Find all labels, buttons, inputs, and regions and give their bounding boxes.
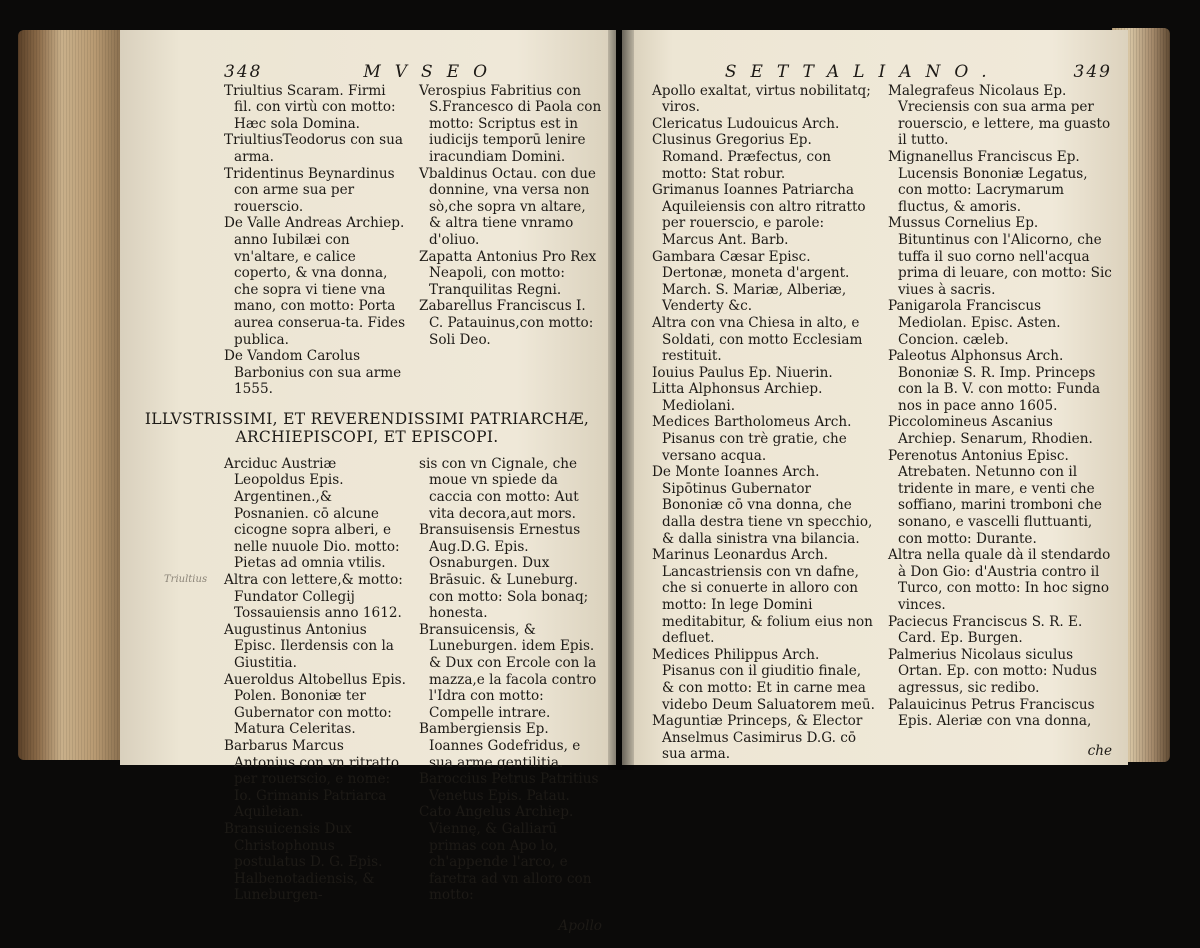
entry: Altra con lettere,& motto: Fundator Collegij Tossauiensis anno 1612. [224,572,403,622]
entry: Bransuicensis Dux Christophonus postulatus D. G. Epis. Halbenotadiensis, & Luneburgen- [224,820,383,904]
entry: Cato Angelus Archiep. Viennę, & Galliarū primas con Apo lo, ch'appende l'arco, e faretra ad vn alloro con motto: [419,804,592,904]
entry: Bambergiensis Ep. Ioannes Godefridus, e sua arme gentilitia. [419,721,581,771]
entry: Iouius Paulus Ep. Niuerin. [652,364,833,381]
right-col1 [652,83,876,774]
right-running-title: SETTALIANO. [724,62,1001,82]
left-page [120,30,616,934]
book-gutter [608,30,634,770]
left-running-title: MVSEO [363,62,502,82]
entry: Verospius Fabritius con S.Francesco di Paola con motto: Scriptus est in iudicijs temporū lenire iracundiam Domini. [419,82,602,165]
left-bottom-col2 [419,456,602,948]
entry: Apollo exaltat, virtus nobilitatq; viros. [652,82,871,116]
entry: Marinus Leonardus Arch. Lancastriensis con vn dafne, che si conuerte in alloro con motto: In lege Domini meditabitur, & folium eius non defluet. [652,547,873,647]
entry: Grimanus Ioannes Patriarcha Aquileiensis con altro ritratto per rouerscio, e parole: Marcus Ant. Barb. [652,182,866,248]
entry: Mignanellus Franciscus Ep. Lucensis Bononiæ Legatus, con motto: Lacrymarum fluctus, & amoris. [888,148,1088,215]
faint-stamp-text: Triultius [164,574,208,585]
right-running-head [652,64,1112,81]
left-top-col1 [224,83,407,398]
entry: Aueroldus Altobellus Epis. Polen. Bononiæ ter Gubernator con motto: Matura Celeritas. [224,671,406,738]
entry: De Vandom Carolus Barbonius con sua arme 1555. [224,348,402,398]
entry: Bransuicensis, & Luneburgen. idem Epis. & Dux con Ercole con la mazza,e la facola contro l'Idra con motto: Compelle intrare. [419,621,597,721]
entry: sis con vn Cignale, che moue vn spiede da caccia con motto: Aut vita decora,aut mors. [419,455,579,522]
entry: TriultiusTeodorus con sua arma. [224,132,403,165]
left-running-head [224,64,602,81]
entry: Panigarola Franciscus Mediolan. Episc. Asten. Concion. cæleb. [888,298,1061,348]
right-col2 [888,83,1112,774]
entry: Barbarus Marcus Antonius con vn ritratto per rouerscio, e nome: Io. Grimanis Patriarca Aquileian. [224,737,400,821]
section-heading: ILLVSTRISSIMI, ET REVERENDISSIMI PATRIARCHÆ, ARCHIEPISCOPI, ET EPISCOPI. [144,409,590,446]
left-page-edges [18,30,128,760]
entry: Palauicinus Petrus Franciscus Epis. Aleriæ con vna donna, [888,696,1095,730]
entry: Medices Philippus Arch. Pisanus con il giuditio finale, & con motto: Et in carne mea videbo Deum Saluatorem meū. [652,646,875,713]
entry: Zapatta Antonius Pro Rex Neapoli, con motto: Tranquilitas Regni. [419,248,597,298]
entry: Gambara Cæsar Episc. Dertonæ, moneta d'argent. March. S. Mariæ, Alberiæ, Venderty &c. [652,248,850,315]
entry: Mussus Cornelius Ep. Bituntinus con l'Alicorno, che tuffa il suo corno nell'acqua prima di leuare, con motto: Sic viues à sacris. [888,215,1112,298]
entry: Augustinus Antonius Episc. Ilerdensis con la Giustitia. [224,621,394,671]
entry: Zabarellus Franciscus I. C. Patauinus,con motto: Soli Deo. [419,298,594,348]
entry: Triultius Scaram. Firmi fil. con virtù con motto: Hæc sola Domina. [224,82,396,132]
left-catchword: Apollo [558,917,602,934]
entry: Paleotus Alphonsus Arch. Bononiæ S. R. Imp. Princeps con la B. V. con motto: Funda nos in pace anno 1605. [888,348,1101,414]
entry: Piccolomineus Ascanius Archiep. Senarum, Rhodien. [888,414,1093,448]
entry: Baroccius Petrus Patritius Venetus Epis. Patau. [419,771,599,804]
entry: Clericatus Ludouicus Arch. [652,115,840,132]
entry: Clusinus Gregorius Ep. Romand. Præfectus, con motto: Stat robur. [652,132,832,182]
entry: Tridentinus Beynardinus con arme sua per rouerscio. [224,165,395,215]
right-page [622,30,1128,765]
entry: Medices Bartholomeus Arch. Pisanus con trè gratie, che versano acqua. [652,414,852,464]
right-catchword: che [1087,743,1112,760]
left-page-number: 348 [224,62,263,82]
entry: De Valle Andreas Archiep. anno Iubilæi con vn'altare, e calice coperto, & vna donna, che sopra vi tiene vna mano, con motto: Porta aurea conserua-ta. Fides publica. [224,215,406,348]
entry: Maguntiæ Princeps, & Elector Anselmus Casimirus D.G. cō sua arma. [652,713,863,763]
entry: De Monte Ioannes Arch. Sipōtinus Gubernator Bononiæ cō vna donna, che dalla destra tiene vn specchio, & dalla sinistra vna bilancia. [652,464,873,547]
right-columns [652,83,1112,774]
entry: Paciecus Franciscus S. R. E. Card. Ep. Burgen. [888,613,1083,647]
entry: Perenotus Antonius Episc. Atrebaten. Netunno con il tridente in mare, e venti che soffiano, marini tromboni che sonano, e vascelli fluttuanti, con motto: Durante. [888,447,1102,547]
entry: Altra nella quale dà il stendardo à Don Gio: d'Austria contro il Turco, con motto: In hoc signo vinces. [888,547,1111,613]
right-page-number: 349 [1073,62,1112,82]
left-bottom-col1 [224,456,407,948]
entry: Vbaldinus Octau. con due donnine, vna versa non sò,che sopra vn altare, & altra tiene vnramo d'oliuo. [419,165,596,248]
entry: Arciduc Austriæ Leopoldus Epis. Argentinen.,& Posnanien. cō alcune cicogne sopra alberi, e nelle nuuole Dio. motto: Pietas ad omnia vtilis. [224,455,400,572]
left-top-col2 [419,83,602,398]
entry: Palmerius Nicolaus siculus Ortan. Ep. con motto: Nudus agressus, sic redibo. [888,646,1097,696]
left-bottom-columns [224,456,602,948]
left-top-columns [224,83,602,398]
entry: Bransuisensis Ernestus Aug.D.G. Epis. Osnaburgen. Dux Brāsuic. & Luneburg. con motto: Sola bonaq; honesta. [419,522,589,622]
entry: Altra con vna Chiesa in alto, e Soldati, con motto Ecclesiam restituit. [652,314,863,365]
entry: Litta Alphonsus Archiep. Mediolani. [652,381,823,414]
entry: Malegrafeus Nicolaus Ep. Vreciensis con sua arma per rouerscio, e lettere, ma guasto il tutto. [888,82,1111,149]
